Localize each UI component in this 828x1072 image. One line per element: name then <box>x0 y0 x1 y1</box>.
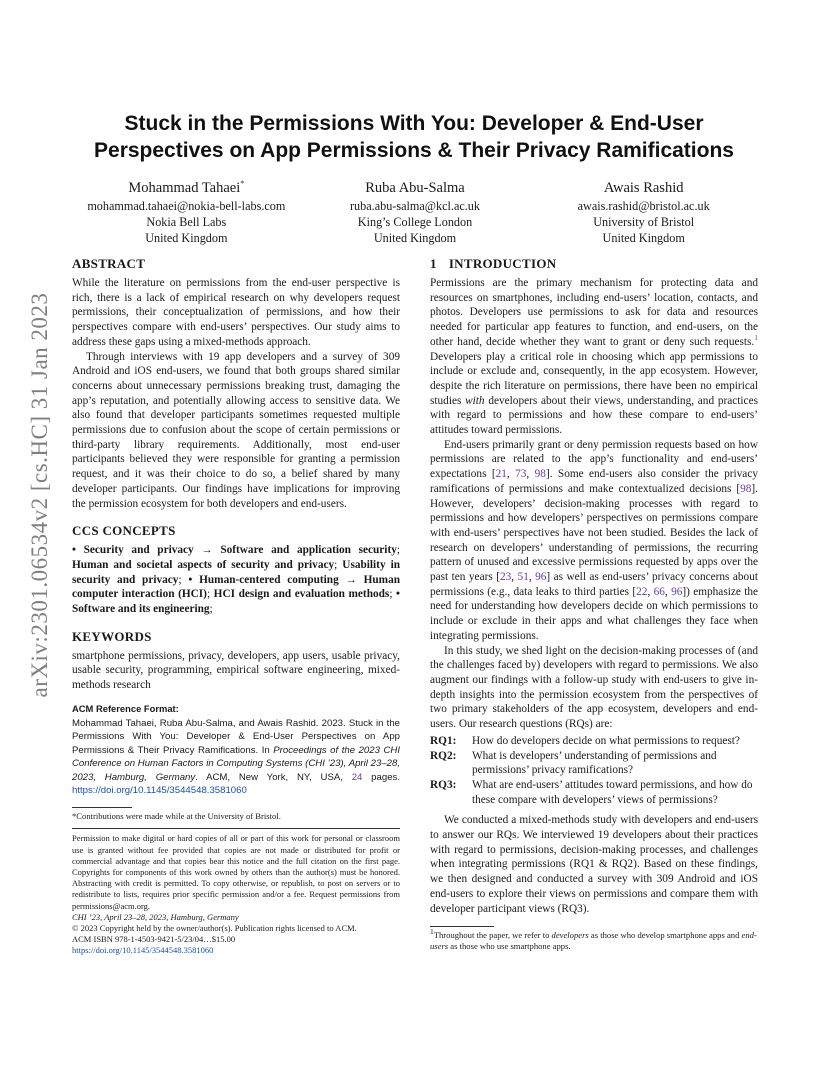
author-name: Mohammad Tahaei <box>128 180 241 196</box>
ccs-term: • Software and its engineering <box>72 588 400 616</box>
author-2 <box>301 178 530 246</box>
acm-reference-body: Mohammad Tahaei, Ruba Abu-Salma, and Awais Rashid. 2023. Stuck in the Permissions With You: Developer & End-User Perspectives on App Permissions & Their Privacy Ramifications. In Proceedings of the 2023 CHI Conference on Human Factors in Computing Systems (CHI ’23), April 23–28, 2023, Hamburg, Germany. ACM, New York, NY, USA, 24 pages. https://doi.org/10.1145/3544548.3581060 <box>72 717 400 796</box>
author-affiliation: King’s College London <box>357 215 473 229</box>
citation[interactable]: 98 <box>534 468 546 481</box>
citation[interactable]: 66 <box>653 585 665 598</box>
author-3 <box>529 178 758 246</box>
citation[interactable]: 23 <box>499 571 512 584</box>
doi-link[interactable]: https://doi.org/10.1145/3544548.3581060 <box>72 784 247 796</box>
author-block <box>72 178 758 246</box>
isbn-line: ACM ISBN 978-1-4503-9421-5/23/04…$15.00 <box>72 934 236 945</box>
title-line-2: Perspectives on App Permissions & Their Privacy Ramifications <box>94 139 734 162</box>
citation[interactable]: 51 <box>517 571 529 584</box>
citation[interactable]: 21 <box>495 468 507 481</box>
ccs-term: Human and societal aspects of security and privacy <box>72 558 335 571</box>
conference-line: CHI ’23, April 23–28, 2023, Hamburg, Germany <box>72 911 239 922</box>
ccs-term: HCI design and evaluation methods <box>213 588 390 601</box>
intro-paragraph-4: We conducted a mixed-methods study with developers and end-users to answer our RQs. We interviewed 19 developers about their practices with regard to permissions, decision-making processes, and challenges when integrating permissions (RQ1 & RQ2). Based on these findings, we then designed and conducted a survey with 309 Android and iOS end-users to explore their views on permissions and compare them with developer participant views (RQ3). <box>430 814 758 915</box>
rq-item: RQ2: What is developers’ understanding of permissions and permissions’ privacy ramifications? <box>430 749 717 777</box>
keywords-text: smartphone permissions, privacy, developers, app users, usable privacy, usable security, programming, empirical software engineering, mixed-methods research <box>72 649 400 692</box>
author-country: United Kingdom <box>373 231 457 245</box>
ccs-term: • Security and privacy → Software and application security <box>72 544 397 557</box>
rq-item: RQ3: What are end-users’ attitudes toward permissions, and how do these compare with developers’ views of permissions? <box>430 778 753 806</box>
author-country: United Kingdom <box>145 231 228 245</box>
citation[interactable]: 22 <box>636 585 648 598</box>
author-mark: * <box>240 179 245 189</box>
citation[interactable]: 96 <box>671 585 683 598</box>
footnote-1: $^1$Throughout the paper, we refer to developers as those who develop smartphone apps and end-users as those who use smartphone apps. <box>430 927 757 952</box>
keywords-heading: KEYWORDS <box>72 628 152 644</box>
author-email: awais.rashid@bristol.ac.uk <box>577 199 710 213</box>
intro-paragraph-3: In this study, we shed light on the decision-making processes of (and the challenges faced by) developers with regard to permissions. We also augment our findings with a follow-up study with end-users to give in-depth insights into the permission ecosystem from the perspectives of two primary stakeholders of the app ecosystem, developers and end-users. Our research questions (RQs) are: <box>430 644 758 731</box>
ccs-concepts: • Security and privacy → Software and application security; Human and societal aspects of security and privacy; Usability in security and privacy; • Human-centered computing → Human computer interaction (HCI); HCI design and evaluation methods; • Software and its engineering; <box>72 544 401 616</box>
author-1 <box>72 178 301 246</box>
author-name: Ruba Abu-Salma <box>365 180 465 196</box>
author-country: United Kingdom <box>602 231 685 245</box>
copyright-line: © 2023 Copyright held by the owner/author(s). Publication rights licensed to ACM. <box>72 922 357 933</box>
rq-item: RQ1: How do developers decide on what permissions to request? <box>430 734 740 747</box>
ccs-term: Usability in security and privacy <box>72 558 401 586</box>
author-email: ruba.abu-salma@kcl.ac.uk <box>350 199 480 213</box>
citation[interactable]: 73 <box>515 468 527 481</box>
author-name: Awais Rashid <box>603 180 684 196</box>
author-affiliation: Nokia Bell Labs <box>146 215 227 229</box>
author-footnote: *Contributions were made while at the University of Bristol. <box>72 811 281 822</box>
author-affiliation: University of Bristol <box>593 215 695 229</box>
intro-paragraph-1: Permissions are the primary mechanism for protecting data and resources on smartphones, including end-users’ location, contacts, and photos. Developers use permissions to ask for data and resources needed for particular app features to function, and end-users, on the other hand, decide whether they want to grant or deny such requests.$^1$ Developers play a critical role in choosing which app permissions to include or exclude and, consequently, in the app ecosystem. However, despite the rich literature on permissions, there have been no empirical studies with developers about their views, understanding, and practices with regard to permissions and how these compare to end-users’ attitudes toward permissions. <box>430 277 758 437</box>
abstract-paragraph-1: While the literature on permissions from the end-user perspective is rich, there is a lack of empirical research on why developers request permissions, their conceptualization of permissions, and how their perspectives compare with end-users’ perspectives. Our study aims to address these gaps using a mixed-methods approach. <box>72 277 400 348</box>
intro-paragraph-2: End-users primarily grant or deny permission requests based on how permissions are related to the app’s functionality and end-users’ expectations [21, 73, 98]. Some end-users also consider the privacy ramifications of permissions and make contextualized decisions [98]. However, developers’ decision-making processes with regard to permissions and how developers’ perspectives on permissions compare with end-users’ perspectives have not been studied. Besides the lack of research on developers’ understanding of permissions, the recurring pattern of unused and excessive permissions requested by apps over the past ten years [23, 51, 96] as well as end-users’ privacy concerns about permissions (e.g., data leaks to third parties [22, 66, 96]) emphasize the need for understanding how developers decide on which permissions to include or exclude in their apps and what challenges they face when integrating permissions. <box>430 438 759 642</box>
right-column <box>430 256 758 952</box>
permission-doi-link[interactable]: https://doi.org/10.1145/3544548.3581060 <box>72 945 214 956</box>
permission-notice: Permission to make digital or hard copies of all or part of this work for personal or classroom use is granted without fee provided that copies are not made or distributed for profit or commercial advantage and that copies bear this notice and the full citation on the first page. Copyrights for components of this work owned by others than the author(s) must be honored. Abstracting with credit is permitted. To copy otherwise, or republish, to post on servers or to redistribute to lists, requires prior specific permission and/or a fee. Request permissions from permissions@acm.org. <box>72 833 400 911</box>
research-questions <box>430 734 758 808</box>
paper-title <box>60 110 768 164</box>
arxiv-stamp: arXiv:2301.06534v2 [cs.HC] 31 Jan 2023 <box>27 292 52 698</box>
abstract-heading: ABSTRACT <box>72 256 146 271</box>
citation[interactable]: 98 <box>740 482 752 495</box>
ccs-term: • Human-centered computing → Human computer interaction (HCI) <box>72 573 400 601</box>
acm-reference-heading: ACM Reference Format: <box>72 702 179 714</box>
pages-link[interactable]: 24 <box>351 771 363 783</box>
author-email: mohammad.tahaei@nokia-bell-labs.com <box>87 199 286 213</box>
footnote-ref[interactable]: 1 <box>754 333 758 343</box>
citation[interactable]: 96 <box>535 571 547 584</box>
abstract-paragraph-2: Through interviews with 19 app developers and a survey of 309 Android and iOS end-users, we found that both groups shared similar concerns about unnecessary permissions breaking trust, damaging the app’s reputation, and potentially allowing access to sensitive data. We also found that developer participants sometimes requested multiple permissions due to confusion about the scope of certain permissions or third-party library requirements. Additionally, most end-user participants believed they were responsible for granting a permission request, and it was their choice to do so, a belief shared by many developer participants. Our findings have implications for improving the permission ecosystem for both developers and end-users. <box>72 350 400 510</box>
intro-heading: 1 INTRODUCTION <box>430 256 557 271</box>
title-line-1: Stuck in the Permissions With You: Developer & End-User <box>124 112 704 135</box>
left-column <box>72 256 400 957</box>
ccs-heading: CCS CONCEPTS <box>72 523 176 539</box>
